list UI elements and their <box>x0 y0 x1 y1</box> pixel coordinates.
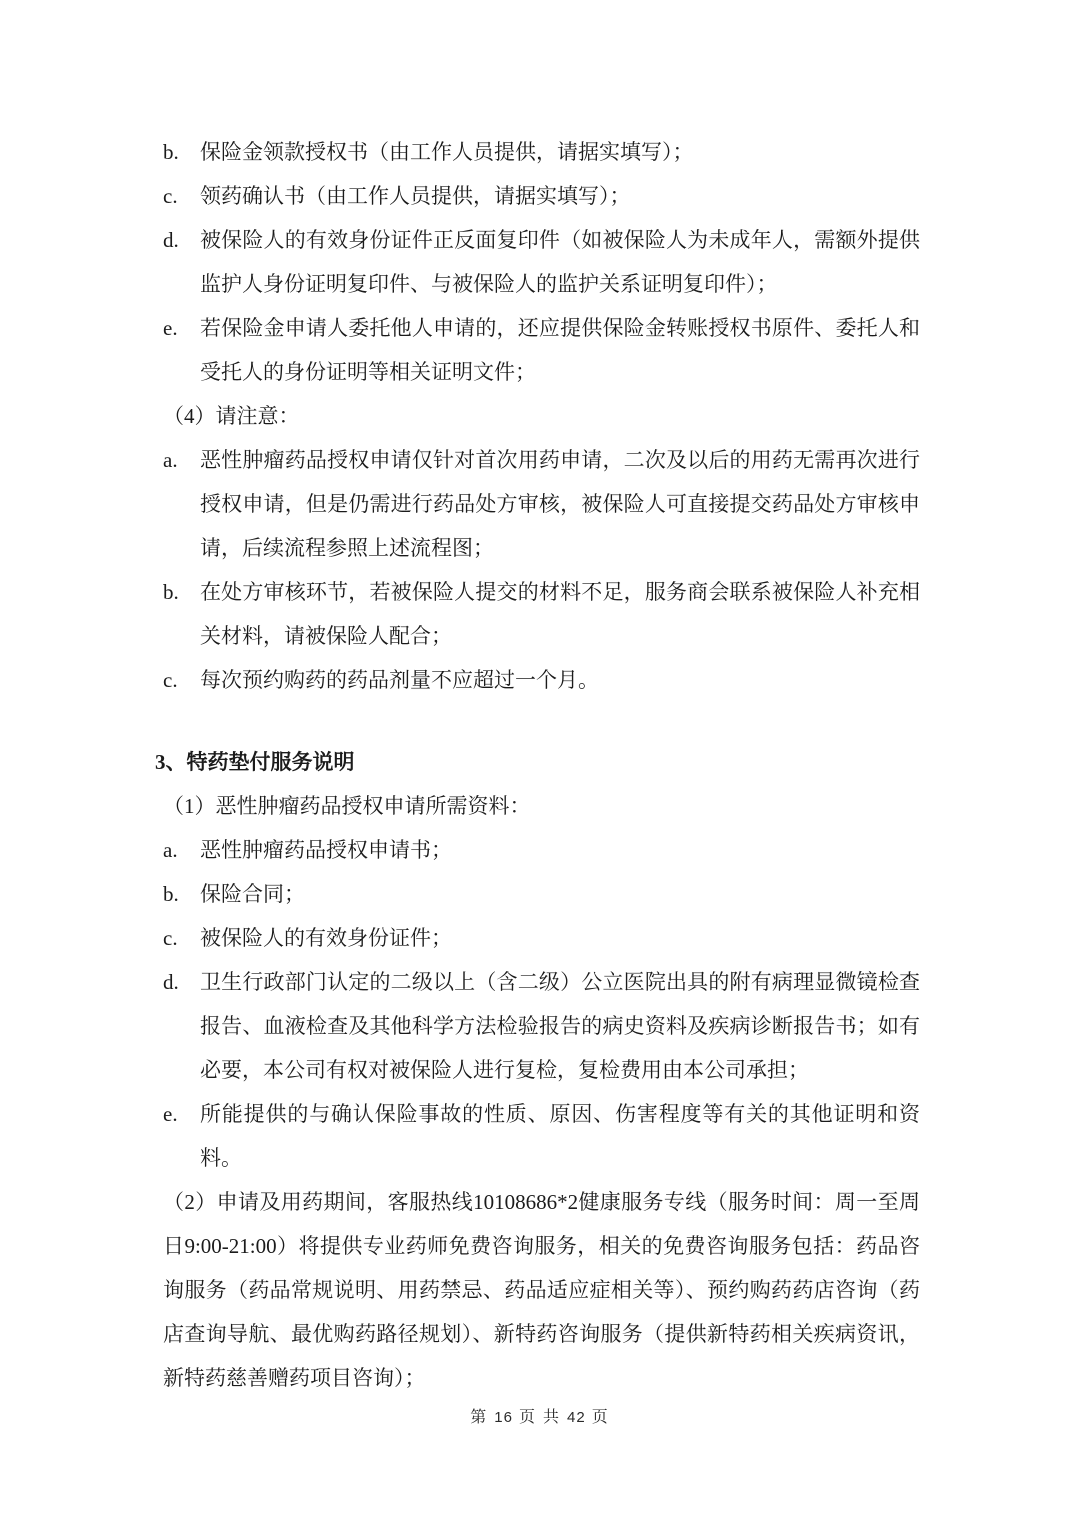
note-item-b <box>163 570 920 658</box>
sub1-item-c <box>163 916 920 960</box>
list-item-text: 在处方审核环节，若被保险人提交的材料不足，服务商会联系被保险人补充相关材料，请被保险人配合； <box>200 580 920 648</box>
list-item-text: 所能提供的与确认保险事故的性质、原因、伤害程度等有关的其他证明和资料。 <box>200 1102 920 1170</box>
list-item-text: 领药确认书（由工作人员提供，请据实填写）； <box>200 184 631 208</box>
list-item-marker: e. <box>163 316 178 340</box>
list-item-marker: c. <box>163 184 178 208</box>
list-item-marker: d. <box>163 228 179 252</box>
list-item-b1 <box>163 130 920 174</box>
sub1-item-d <box>163 960 920 1092</box>
section-heading: 3、特药垫付服务说明 <box>155 750 355 774</box>
list-item-marker: c. <box>163 668 178 692</box>
footer-label: 页 共 <box>518 1409 561 1426</box>
sub1-item-a <box>163 828 920 872</box>
sub1-label: （1）恶性肿瘤药品授权申请所需资料： <box>163 794 531 818</box>
list-item-marker: b. <box>163 140 179 164</box>
footer-label: 第 <box>470 1409 489 1426</box>
page-footer <box>0 1404 1080 1427</box>
list-item-e1 <box>163 306 920 394</box>
list-item-marker: b. <box>163 882 179 906</box>
list-item-text: 被保险人的有效身份证件； <box>200 926 452 950</box>
sub2-paragraph: （2）申请及用药期间，客服热线10108686*2健康服务专线（服务时间：周一至周日9:00-21:00）将提供专业药师免费咨询服务，相关的免费咨询服务包括：药品咨询服务（药品常规说明、用药禁忌、药品适应症相关等）、预约购药药店咨询（药店查询导航、最优购药路径规划）、新特药咨询服务（提供新特药相关疾病资讯，新特药慈善赠药项目咨询）； <box>163 1190 920 1390</box>
sub1-item-e <box>163 1092 920 1180</box>
list-item-text: 保险合同； <box>200 882 305 906</box>
note-label: （4）请注意： <box>163 404 300 428</box>
list-item-text: 保险金领款授权书（由工作人员提供，请据实填写）； <box>200 140 694 164</box>
list-item-marker: c. <box>163 926 178 950</box>
list-item-marker: a. <box>163 838 178 862</box>
total-pages: 42 <box>567 1409 586 1426</box>
sub1-item-b <box>163 872 920 916</box>
list-item-text: 恶性肿瘤药品授权申请仅针对首次用药申请，二次及以后的用药无需再次进行授权申请，但是仍需进行药品处方审核，被保险人可直接提交药品处方审核申请，后续流程参照上述流程图； <box>200 448 920 560</box>
note-item-c <box>163 658 920 702</box>
list-item-marker: e. <box>163 1102 178 1126</box>
list-item-text: 每次预约购药的药品剂量不应超过一个月。 <box>200 668 599 692</box>
list-item-text: 若保险金申请人委托他人申请的，还应提供保险金转账授权书原件、委托人和受托人的身份证明等相关证明文件； <box>200 316 920 384</box>
list-item-marker: d. <box>163 970 179 994</box>
list-item-d1 <box>163 218 920 306</box>
list-item-text: 恶性肿瘤药品授权申请书； <box>200 838 452 862</box>
list-item-text: 被保险人的有效身份证件正反面复印件（如被保险人为未成年人，需额外提供监护人身份证明复印件、与被保险人的监护关系证明复印件）； <box>200 228 920 296</box>
list-item-c1 <box>163 174 920 218</box>
document-body <box>155 130 920 1400</box>
list-item-marker: a. <box>163 448 178 472</box>
note-item-a <box>163 438 920 570</box>
list-item-text: 卫生行政部门认定的二级以上（含二级）公立医院出具的附有病理显微镜检查报告、血液检查及其他科学方法检验报告的病史资料及疾病诊断报告书；如有必要，本公司有权对被保险人进行复检，复检费用由本公司承担； <box>200 970 920 1082</box>
list-item-marker: b. <box>163 580 179 604</box>
footer-label: 页 <box>591 1409 610 1426</box>
page-number: 16 <box>494 1409 513 1426</box>
